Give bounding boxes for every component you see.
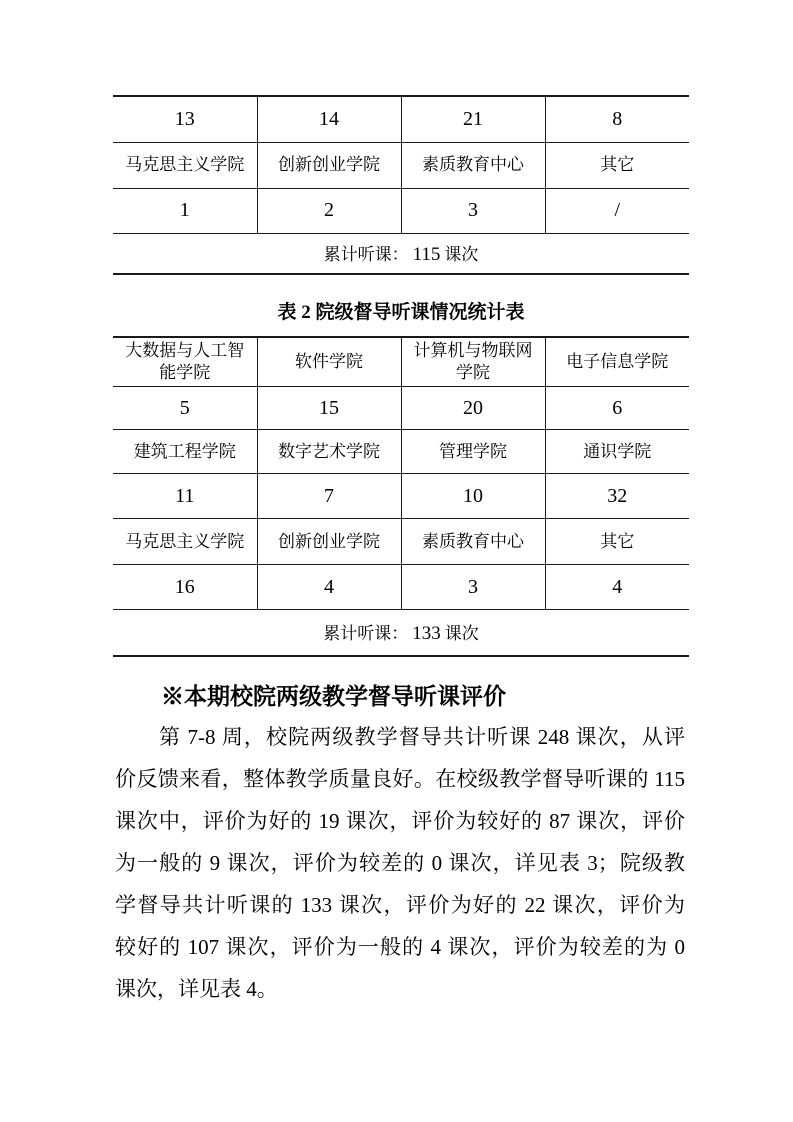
college-name-cell: 软件学院 <box>257 337 401 387</box>
count-cell: 13 <box>174 107 195 130</box>
table-row <box>113 610 689 656</box>
summary-cell <box>113 233 689 274</box>
paragraph-line: 第 7-8 周，校院两级教学督导共计听课 248 课次，从评 <box>159 725 685 749</box>
table-row <box>113 337 689 387</box>
paragraph-line: 课次中，评价为好的 19 课次，评价为较好的 87 课次，评价 <box>115 809 685 833</box>
count-cell: 2 <box>257 188 401 233</box>
table-row <box>113 474 689 519</box>
count-cell: 15 <box>257 387 401 430</box>
count-cell: 8 <box>545 96 689 142</box>
table-row <box>113 387 689 430</box>
college-name-cell: 通识学院 <box>545 430 689 474</box>
count-cell: 16 <box>174 575 195 598</box>
college-name-cell: 创新创业学院 <box>257 519 401 565</box>
table-row <box>113 233 689 274</box>
summary-cell <box>113 610 689 656</box>
table-row <box>113 96 689 142</box>
count-cell: 6 <box>545 387 689 430</box>
summary-unit: 课次 <box>444 245 479 265</box>
college-name-cell: 计算机与物联网学院 <box>401 337 545 387</box>
count-cell: 1 <box>179 199 190 221</box>
count-cell: 14 <box>257 96 401 142</box>
table2-caption: 表 2 院级督导听课情况统计表 <box>277 302 525 323</box>
college-name-cell: 马克思主义学院 <box>125 531 245 551</box>
count-cell: 3 <box>401 188 545 233</box>
evaluation-paragraph <box>115 716 685 1010</box>
count-cell: 3 <box>401 565 545 610</box>
paragraph-line: 较好的 107 课次，评价为一般的 4 课次，评价为较差的为 0 <box>115 935 685 959</box>
college-name-cell: 素质教育中心 <box>401 142 545 188</box>
summary-label: 累计听课： <box>323 245 409 265</box>
college-name-cell: 其它 <box>545 519 689 565</box>
count-cell: 20 <box>401 387 545 430</box>
count-cell: 4 <box>545 565 689 610</box>
paragraph-line: 价反馈来看，整体教学质量良好。在校级教学督导听课的 115 <box>115 767 685 791</box>
summary-value: 115 <box>412 244 441 266</box>
table-row <box>113 519 689 565</box>
count-cell: 4 <box>257 565 401 610</box>
count-cell: 10 <box>401 474 545 519</box>
school-supervision-table-continued <box>113 95 689 275</box>
paragraph-line: 学督导共计听课的 133 课次，评价为好的 22 课次，评价为 <box>115 893 685 917</box>
count-cell: / <box>545 188 689 233</box>
table-row <box>113 188 689 233</box>
paragraph-line: 为一般的 9 课次，评价为较差的 0 课次，详见表 3；院级教 <box>115 851 685 875</box>
table-row <box>113 142 689 188</box>
college-name-cell: 创新创业学院 <box>257 142 401 188</box>
college-name-cell: 马克思主义学院 <box>125 155 245 174</box>
paragraph-line: 课次，详见表 4。 <box>115 977 278 1001</box>
college-name-cell: 素质教育中心 <box>401 519 545 565</box>
college-name-cell: 管理学院 <box>401 430 545 474</box>
section-heading: ※本期校院两级教学督导听课评价 <box>161 684 506 709</box>
college-supervision-table <box>113 336 689 657</box>
count-cell: 5 <box>179 396 190 419</box>
college-name-cell: 其它 <box>545 142 689 188</box>
count-cell: 32 <box>545 474 689 519</box>
table-row <box>113 565 689 610</box>
college-name-cell: 数字艺术学院 <box>257 430 401 474</box>
summary-unit: 课次 <box>444 624 479 644</box>
college-name-cell: 大数据与人工智能学院 <box>125 341 245 382</box>
summary-label: 累计听课： <box>323 624 409 644</box>
count-cell: 21 <box>401 96 545 142</box>
college-name-cell: 建筑工程学院 <box>133 441 236 461</box>
summary-value: 133 <box>412 623 441 645</box>
college-name-cell: 电子信息学院 <box>545 337 689 387</box>
count-cell: 11 <box>175 484 195 507</box>
table-row <box>113 430 689 474</box>
count-cell: 7 <box>257 474 401 519</box>
